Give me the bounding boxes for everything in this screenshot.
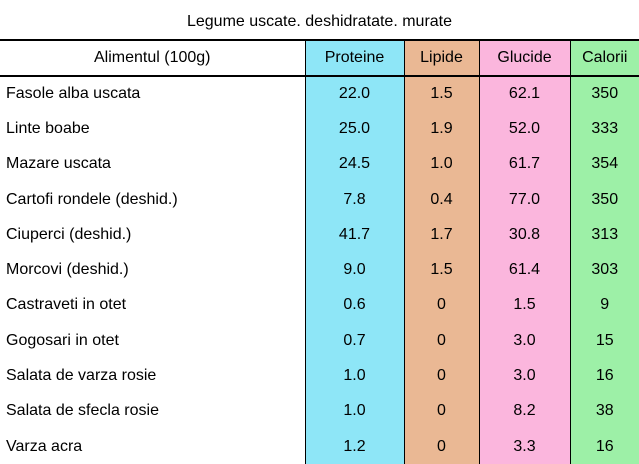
calorie-cell: 350 [570,182,639,217]
header-row [0,40,639,76]
food-name-cell: Fasole alba uscata [0,76,305,111]
lipid-cell: 0 [404,323,479,358]
lipid-cell: 1.9 [404,111,479,146]
protein-cell: 0.7 [305,323,404,358]
table-row [0,217,639,252]
glucide-cell: 30.8 [479,217,570,252]
lipid-cell: 0.4 [404,182,479,217]
header-calorie: Calorii [570,40,639,76]
food-name-cell: Linte boabe [0,111,305,146]
header-lipid: Lipide [404,40,479,76]
lipid-cell: 1.5 [404,252,479,287]
glucide-cell: 3.3 [479,429,570,464]
glucide-cell: 62.1 [479,76,570,111]
table-row [0,358,639,393]
table-title: Legume uscate. deshidratate. murate [186,13,453,30]
food-name-cell: Cartofi rondele (deshid.) [0,182,305,217]
food-name-cell: Gogosari in otet [0,323,305,358]
calorie-cell: 16 [570,358,639,393]
protein-cell: 1.2 [305,429,404,464]
food-name-cell: Castraveti in otet [0,288,305,323]
table-row [0,323,639,358]
calorie-cell: 15 [570,323,639,358]
protein-cell: 25.0 [305,111,404,146]
glucide-cell: 61.4 [479,252,570,287]
calorie-cell: 9 [570,288,639,323]
food-name-cell: Varza acra [0,429,305,464]
lipid-cell: 0 [404,288,479,323]
table-row [0,252,639,287]
protein-cell: 22.0 [305,76,404,111]
table-row [0,111,639,146]
protein-cell: 1.0 [305,394,404,429]
nutrition-table [0,39,639,464]
glucide-cell: 61.7 [479,147,570,182]
header-protein: Proteine [305,40,404,76]
food-name-cell: Salata de sfecla rosie [0,394,305,429]
lipid-cell: 1.5 [404,76,479,111]
calorie-cell: 38 [570,394,639,429]
protein-cell: 7.8 [305,182,404,217]
protein-cell: 9.0 [305,252,404,287]
glucide-cell: 3.0 [479,323,570,358]
protein-cell: 0.6 [305,288,404,323]
glucide-cell: 77.0 [479,182,570,217]
glucide-cell: 3.0 [479,358,570,393]
lipid-cell: 0 [404,358,479,393]
calorie-cell: 350 [570,76,639,111]
lipid-cell: 1.0 [404,147,479,182]
lipid-cell: 0 [404,394,479,429]
glucide-cell: 1.5 [479,288,570,323]
glucide-cell: 8.2 [479,394,570,429]
header-food: Alimentul (100g) [0,40,305,76]
calorie-cell: 313 [570,217,639,252]
food-name-cell: Mazare uscata [0,147,305,182]
table-row [0,76,639,111]
table-row [0,147,639,182]
glucide-cell: 52.0 [479,111,570,146]
table-body [0,76,639,464]
table-row [0,182,639,217]
food-name-cell: Morcovi (deshid.) [0,252,305,287]
protein-cell: 1.0 [305,358,404,393]
protein-cell: 24.5 [305,147,404,182]
lipid-cell: 1.7 [404,217,479,252]
table-row [0,288,639,323]
calorie-cell: 354 [570,147,639,182]
nutrition-table-container [0,39,639,464]
protein-cell: 41.7 [305,217,404,252]
calorie-cell: 16 [570,429,639,464]
calorie-cell: 333 [570,111,639,146]
header-glucide: Glucide [479,40,570,76]
food-name-cell: Ciuperci (deshid.) [0,217,305,252]
calorie-cell: 303 [570,252,639,287]
table-row [0,394,639,429]
lipid-cell: 0 [404,429,479,464]
food-name-cell: Salata de varza rosie [0,358,305,393]
